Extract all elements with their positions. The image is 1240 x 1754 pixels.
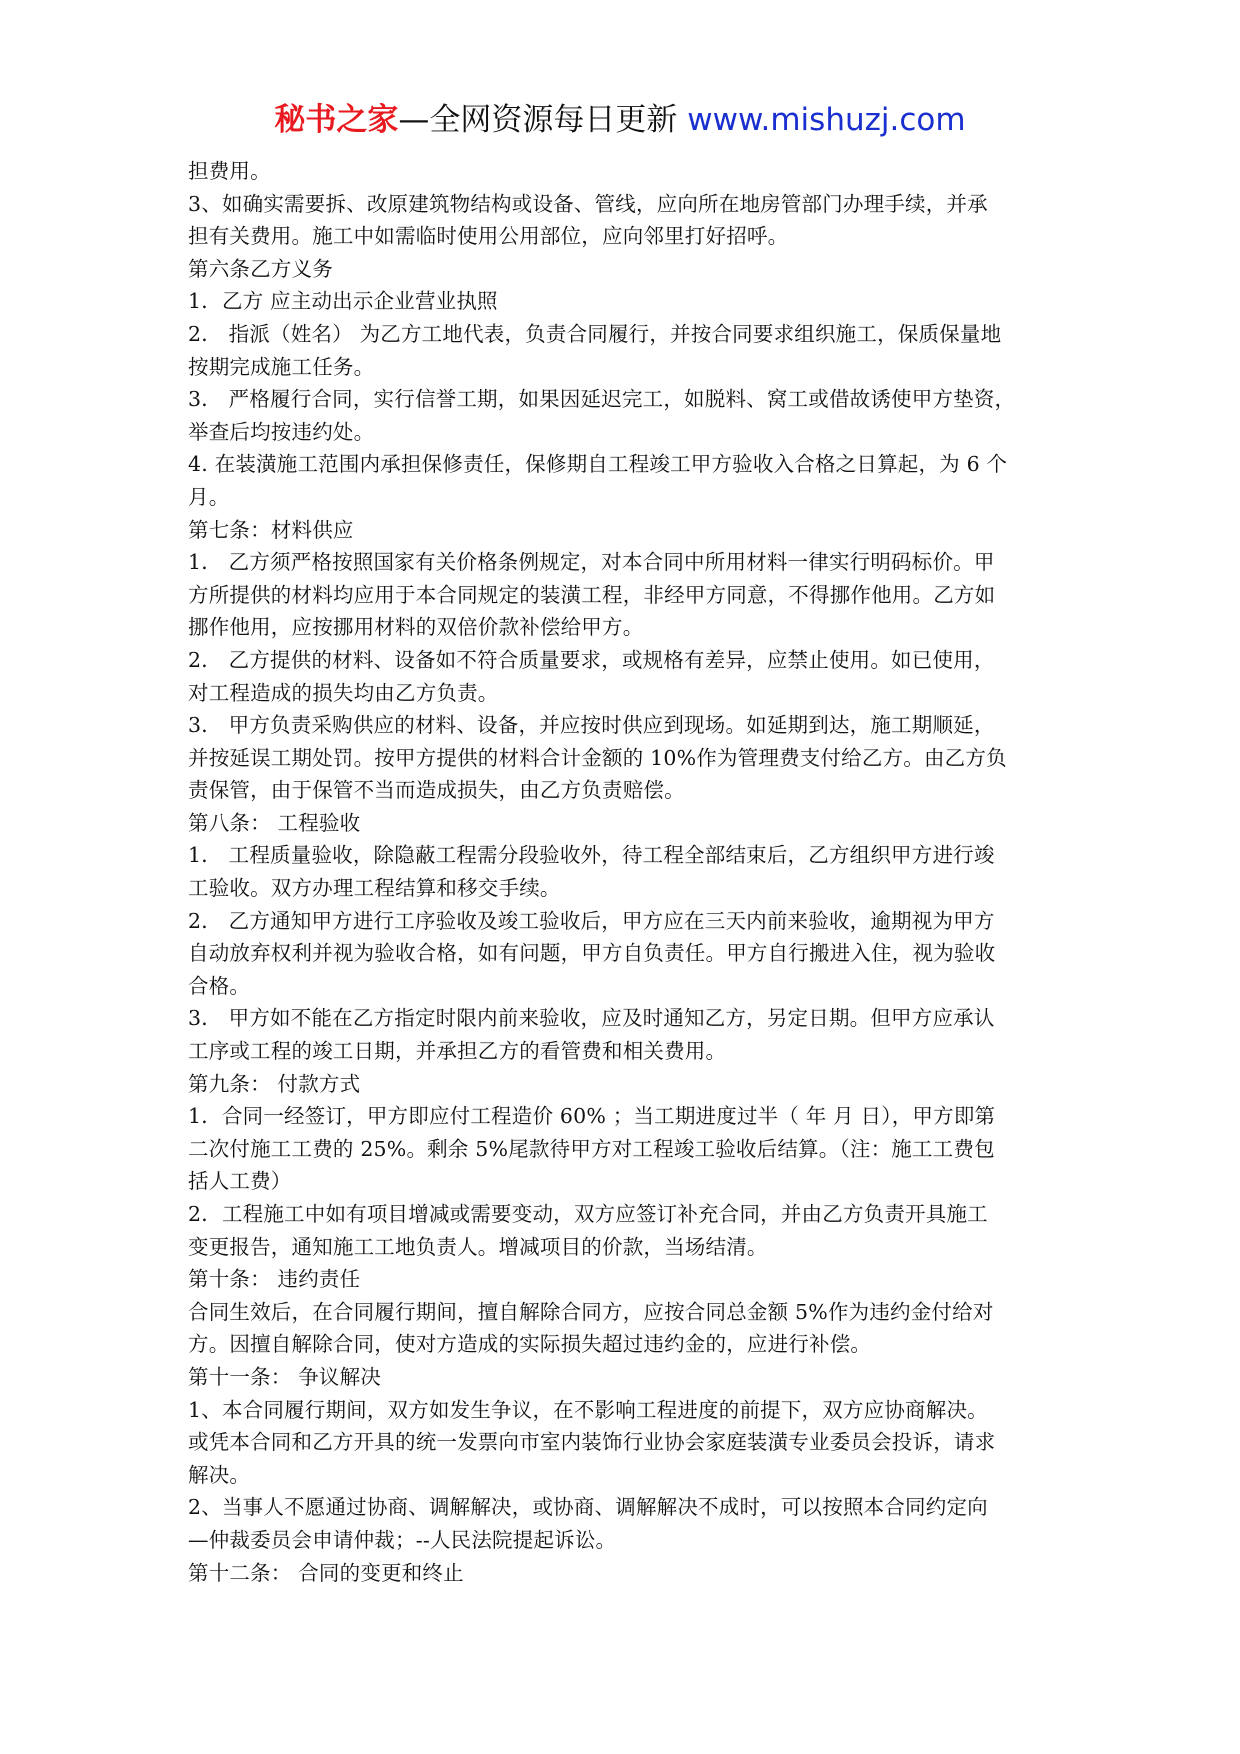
text-line: 工序或工程的竣工日期，并承担乙方的看管费和相关费用。 bbox=[188, 1039, 727, 1064]
text-line: 第九条： 付款方式 bbox=[188, 1071, 361, 1096]
text-line: 1． 乙方须严格按照国家有关价格条例规定，对本合同中所用材料一律实行明码标价。甲 bbox=[188, 550, 995, 575]
text-line: 第十一条： 争议解决 bbox=[188, 1364, 382, 1389]
text-line: 2． 乙方通知甲方进行工序验收及竣工验收后，甲方应在三天内前来验收，逾期视为甲方 bbox=[188, 908, 995, 933]
text-line: 变更报告，通知施工工地负责人。增减项目的价款，当场结清。 bbox=[188, 1234, 768, 1259]
text-line: 解决。 bbox=[188, 1462, 251, 1487]
text-line: 二次付施工工费的 25%。剩余 5%尾款待甲方对工程竣工验收后结算。（注：施工工费包 bbox=[188, 1136, 995, 1161]
text-line: 方。因擅自解除合同，使对方造成的实际损失超过违约金的，应进行补偿。 bbox=[188, 1332, 872, 1357]
text-line: 举查后均按违约处。 bbox=[188, 419, 375, 444]
text-line: 3、如确实需要拆、改原建筑物结构或设备、管线，应向所在地房管部门办理手续，并承 bbox=[188, 191, 988, 216]
text-line: 第十条： 违约责任 bbox=[188, 1267, 361, 1292]
text-line: 或凭本合同和乙方开具的统一发票向市室内装饰行业协会家庭装潢专业委员会投诉，请求 bbox=[188, 1430, 996, 1455]
text-line: 4. 在装潢施工范围内承担保修责任，保修期自工程竣工甲方验收入合格之日算起，为 6 个 bbox=[188, 452, 1008, 477]
text-line: 对工程造成的损失均由乙方负责。 bbox=[188, 680, 499, 705]
site-url-link[interactable]: www.mishuzj.com bbox=[687, 102, 966, 138]
text-line: 第七条：材料供应 bbox=[188, 517, 354, 542]
text-line: 1． 工程质量验收，除隐蔽工程需分段验收外，待工程全部结束后，乙方组织甲方进行竣 bbox=[188, 843, 995, 868]
text-line: 第十二条： 合同的变更和终止 bbox=[188, 1560, 464, 1585]
text-line: 自动放弃权利并视为验收合格，如有问题，甲方自负责任。甲方自行搬进入住，视为验收 bbox=[188, 941, 996, 966]
text-line: 2．工程施工中如有项目增减或需要变动，双方应签订补充合同，并由乙方负责开具施工 bbox=[188, 1202, 988, 1226]
text-line: 1．乙方 应主动出示企业营业执照 bbox=[188, 289, 498, 314]
text-line: 3． 严格履行合同，实行信誉工期，如果因延迟完工，如脱料、窝工或借故诱使甲方垫资， bbox=[188, 387, 1016, 412]
text-line: 担费用。 bbox=[188, 159, 271, 183]
text-line: 工验收。双方办理工程结算和移交手续。 bbox=[188, 876, 561, 901]
text-line: 合格。 bbox=[188, 973, 251, 998]
text-line: 2、当事人不愿通过协商、调解解决，或协商、调解解决不成时，可以按照本合同约定向 bbox=[188, 1495, 988, 1520]
text-line: 括人工费） bbox=[188, 1169, 292, 1194]
site-brand: 秘书之家 bbox=[274, 102, 399, 138]
text-line: 2． 指派（姓名） 为乙方工地代表，负责合同履行，并按合同要求组织施工，保质保量地 bbox=[188, 321, 1002, 346]
text-line: 1．合同一经签订，甲方即应付工程造价 60% ；当工期进度过半（ 年 月 日），甲方即第 bbox=[188, 1104, 996, 1129]
text-line: 方所提供的材料均应用于本合同规定的装潢工程，非经甲方同意，不得挪作他用。乙方如 bbox=[188, 582, 996, 607]
text-line: 第八条： 工程验收 bbox=[188, 810, 361, 835]
text-line: —仲裁委员会申请仲裁；--人民法院提起诉讼。 bbox=[188, 1527, 617, 1552]
text-line: 挪作他用，应按挪用材料的双倍价款补偿给甲方。 bbox=[188, 615, 644, 640]
text-line: 责保管，由于保管不当而造成损失，由乙方负责赔偿。 bbox=[188, 778, 685, 803]
text-line: 合同生效后，在合同履行期间，擅自解除合同方，应按合同总金额 5%作为违约金付给对 bbox=[188, 1299, 994, 1324]
text-line: 3． 甲方如不能在乙方指定时限内前来验收，应及时通知乙方，另定日期。但甲方应承认 bbox=[188, 1006, 995, 1031]
document-body bbox=[188, 155, 1056, 1589]
text-line: 第六条乙方义务 bbox=[188, 256, 333, 281]
site-header bbox=[0, 100, 1240, 140]
text-line: 并按延误工期处罚。按甲方提供的材料合计金额的 10%作为管理费支付给乙方。由乙方负 bbox=[188, 745, 1007, 770]
text-line: 1、本合同履行期间，双方如发生争议，在不影响工程进度的前提下，双方应协商解决。 bbox=[188, 1397, 988, 1422]
site-tagline: —全网资源每日更新 bbox=[398, 102, 678, 138]
text-line: 担有关费用。施工中如需临时使用公用部位，应向邻里打好招呼。 bbox=[188, 224, 789, 249]
text-line: 按期完成施工任务。 bbox=[188, 354, 375, 379]
text-line: 2． 乙方提供的材料、设备如不符合质量要求，或规格有差异，应禁止使用。如已使用， bbox=[188, 647, 995, 672]
text-line: 月。 bbox=[188, 484, 230, 509]
text-line: 3． 甲方负责采购供应的材料、设备，并应按时供应到现场。如延期到达，施工期顺延， bbox=[188, 713, 995, 738]
